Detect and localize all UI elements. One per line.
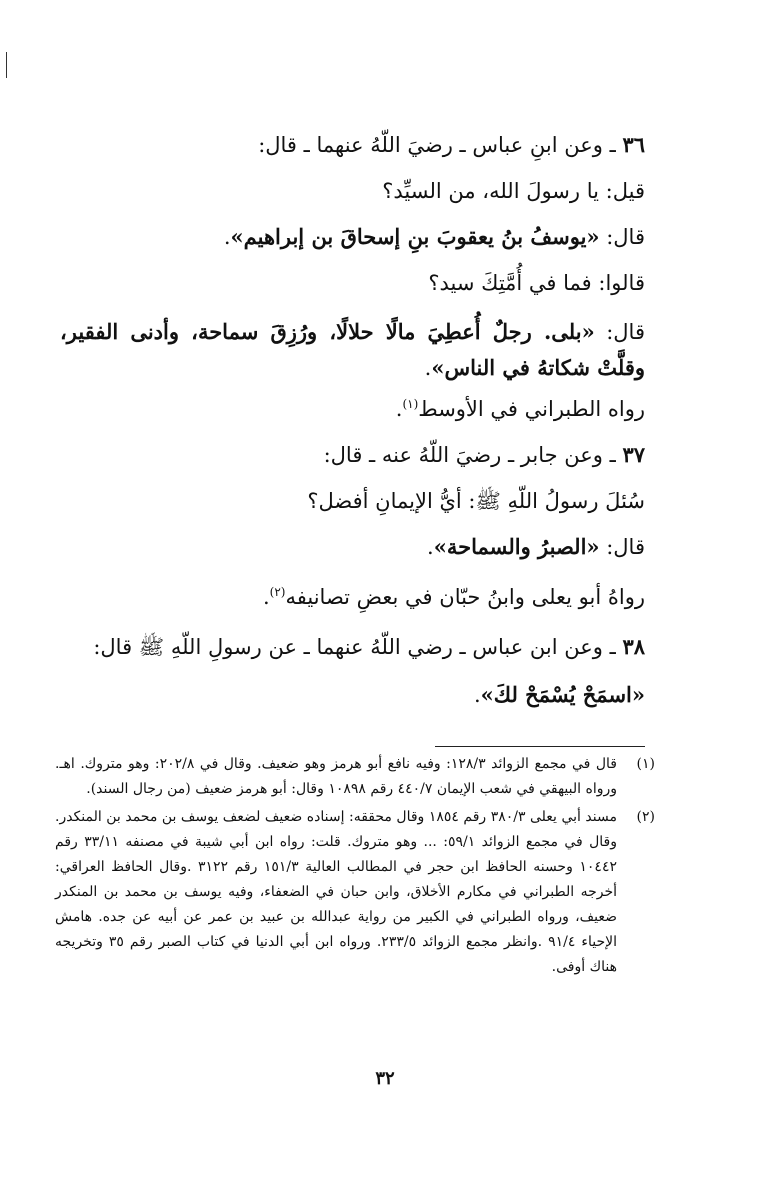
- footnote-1: [55, 752, 655, 802]
- answer-1-text: «يوسفُ بنُ يعقوبَ بنِ إسحاقَ بن إبراهيم»: [230, 224, 600, 249]
- answer-2-lead: قال:: [594, 320, 645, 344]
- hadith-37-intro-text: ـ وعن جابر ـ رضيَ اللّهُ عنه ـ قال:: [323, 443, 616, 467]
- hadith-37-answer: [427, 532, 645, 562]
- hadith-38-number: ٣٨: [622, 634, 645, 659]
- hadith-36-answer-2: [60, 314, 645, 386]
- margin-mark: [6, 52, 7, 78]
- hadith-37-number: ٣٧: [622, 442, 645, 467]
- hadith-36-intro-text: ـ وعن ابنِ عباس ـ رضيَ اللّهُ عنهما ـ قال:: [258, 133, 616, 157]
- hadith-38-text: [474, 680, 645, 710]
- page-number: ٣٢: [375, 1068, 395, 1089]
- hadith-36-question-1: قيل: يا رسولَ الله، من السيِّد؟: [382, 179, 645, 203]
- answer-2-end: .: [424, 356, 432, 380]
- footnote-2: [55, 805, 655, 980]
- footnotes: [55, 752, 655, 983]
- hadith-37-source: [263, 582, 645, 612]
- hadith-37-answer-text: «الصبرُ والسماحة»: [433, 534, 600, 559]
- hadith-37-answer-end: .: [427, 535, 434, 559]
- hadith-37-question: سُئلَ رسولُ اللّهِ ﷺ: أيُّ الإيمانِ أفضل؟: [307, 489, 645, 513]
- hadith-37-source-end: .: [262, 585, 270, 609]
- hadith-36-question-2: قالوا: فما في أُمَّتِكَ سيد؟: [428, 271, 645, 295]
- hadith-36-intro: [258, 130, 645, 160]
- answer-1-lead: قال:: [599, 225, 645, 249]
- hadith-36-source-end: .: [395, 397, 403, 421]
- hadith-38-intro: [93, 632, 645, 662]
- hadith-36-source-text: رواه الطبراني في الأوسط: [418, 397, 645, 421]
- footnote-2-mark: (٢): [636, 809, 655, 825]
- hadith-38-quote: «اسمَحْ يُسْمَحْ لكَ»: [480, 682, 645, 707]
- footnote-1-mark: (١): [636, 756, 655, 772]
- hadith-37-intro: [324, 440, 645, 470]
- footnote-ref-2[interactable]: (٢): [269, 585, 286, 599]
- hadith-36-number: ٣٦: [622, 132, 645, 157]
- footnote-divider: [435, 746, 645, 747]
- hadith-37-answer-lead: قال:: [599, 535, 645, 559]
- hadith-38-text-end: .: [473, 683, 481, 707]
- footnote-1-text: قال في مجمع الزوائد ١٢٨/٣: وفيه نافع أبو هرمز وهو ضعيف. وقال في ٢٠٢/٨: وهو متروك. اهـ. ورواه البيهقي في شعب الإيمان ٤٤٠/٧ رقم ١٠٨٩٨ وقال: أبو هرمز ضعيف (من رجال السند).: [55, 756, 618, 797]
- hadith-36-source: [396, 394, 645, 424]
- answer-1-end: .: [223, 225, 231, 249]
- answer-2-text: «بلى. رجلٌ أُعطِيَ مالًا حلالًا، ورُزِقَ سماحة، وأدنى الفقير، وقلَّتْ شكاتهُ في الناس»: [60, 319, 645, 380]
- footnote-2-text: مسند أبي يعلى ٣٨٠/٣ رقم ١٨٥٤ وقال محققه: إسناده ضعيف لضعف يوسف بن محمد بن المنكدر. وقال في مجمع الزوائد ٥٩/١: ... وهو متروك. قلت: رواه ابن أبي شيبة في مصنفه ٣٣/١١ رقم ١٠٤٤٢ وحسنه الحافظ ابن حجر في المطالب العالية ١٥١/٣ رقم ٣١٢٢ .وقال الحافظ العراقي: أخرجه الطبراني في مكارم الأخلاق، وابن حبان في الضعفاء، وفيه يوسف بن محمد بن المنكدر ضعيف، ورواه الطبراني في الكبير من رواية عبدالله بن عبيد بن عمر عن أبيه عن جده. هامش الإحياء ٩١/٤ .وانظر مجمع الزوائد ٢٣٣/٥. ورواه ابن أبي الدنيا في كتاب الصبر رقم ٣٥ وتخريجه هناك أوفى.: [55, 809, 617, 975]
- hadith-37-source-text: رواهُ أبو يعلى وابنُ حبّان في بعضِ تصانيفه: [285, 585, 645, 609]
- footnote-ref-1[interactable]: (١): [402, 397, 419, 411]
- hadith-38-intro-text: ـ وعن ابن عباس ـ رضي اللّهُ عنهما ـ عن رسولِ اللّهِ ﷺ قال:: [93, 635, 616, 659]
- hadith-36-answer-1: [224, 222, 645, 252]
